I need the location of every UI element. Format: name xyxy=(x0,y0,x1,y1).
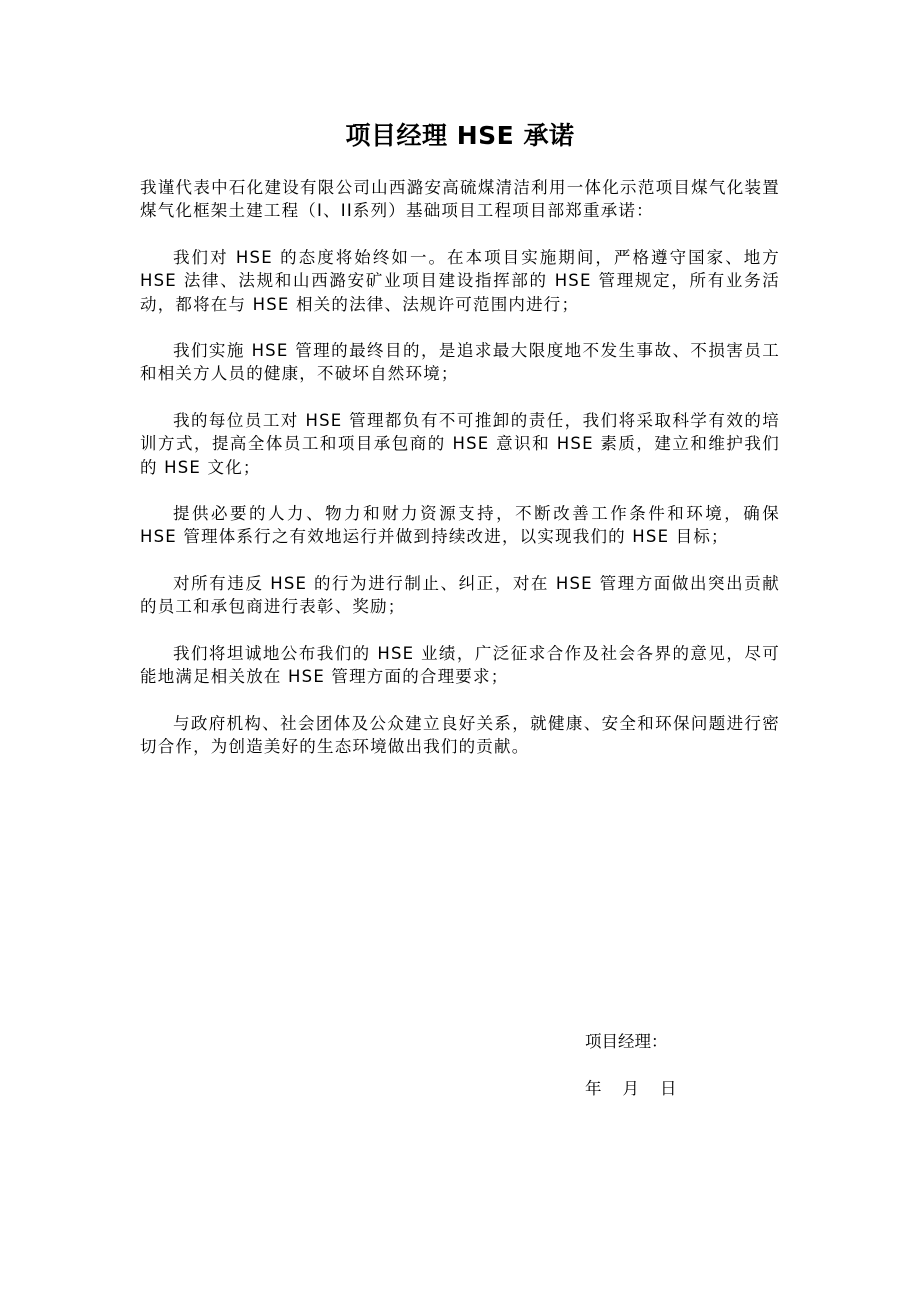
commitment-paragraph-7: 与政府机构、社会团体及公众建立良好关系，就健康、安全和环保问题进行密切合作，为创造美好的生态环境做出我们的贡献。 xyxy=(140,713,780,756)
intro-paragraph: 我谨代表中石化建设有限公司山西潞安高硫煤清洁利用一体化示范项目煤气化装置煤气化框架土建工程（I、II系列）基础项目工程项目部郑重承诺： xyxy=(140,178,780,221)
commitment-paragraph-4: 提供必要的人力、物力和财力资源支持，不断改善工作条件和环境，确保 HSE 管理体系行之有效地运行并做到持续改进，以实现我们的 HSE 目标； xyxy=(140,504,780,547)
commitment-paragraph-2: 我们实施 HSE 管理的最终目的，是追求最大限度地不发生事故、不损害员工和相关方人员的健康，不破坏自然环境； xyxy=(140,341,780,384)
commitment-paragraph-1: 我们对 HSE 的态度将始终如一。在本项目实施期间，严格遵守国家、地方 HSE 法律、法规和山西潞安矿业项目建设指挥部的 HSE 管理规定，所有业务活动，都将在与 HSE 相关的法律、法规许可范围内进行； xyxy=(140,247,780,314)
commitment-paragraph-6: 我们将坦诚地公布我们的 HSE 业绩，广泛征求合作及社会各界的意见，尽可能地满足相关放在 HSE 管理方面的合理要求； xyxy=(140,643,780,687)
document-body xyxy=(140,176,780,781)
commitment-paragraph-3: 我的每位员工对 HSE 管理都负有不可推卸的责任，我们将采取科学有效的培训方式，提高全体员工和项目承包商的 HSE 意识和 HSE 素质，建立和维护我们的 HSE 文化； xyxy=(140,410,780,477)
document-title: 项目经理 HSE 承诺 xyxy=(345,121,575,150)
signature-date-label: 年 月 日 xyxy=(585,1079,677,1098)
commitment-paragraph-5: 对所有违反 HSE 的行为进行制止、纠正，对在 HSE 管理方面做出突出贡献的员工和承包商进行表彰、奖励； xyxy=(140,573,780,617)
signature-manager-label: 项目经理： xyxy=(585,1032,668,1051)
